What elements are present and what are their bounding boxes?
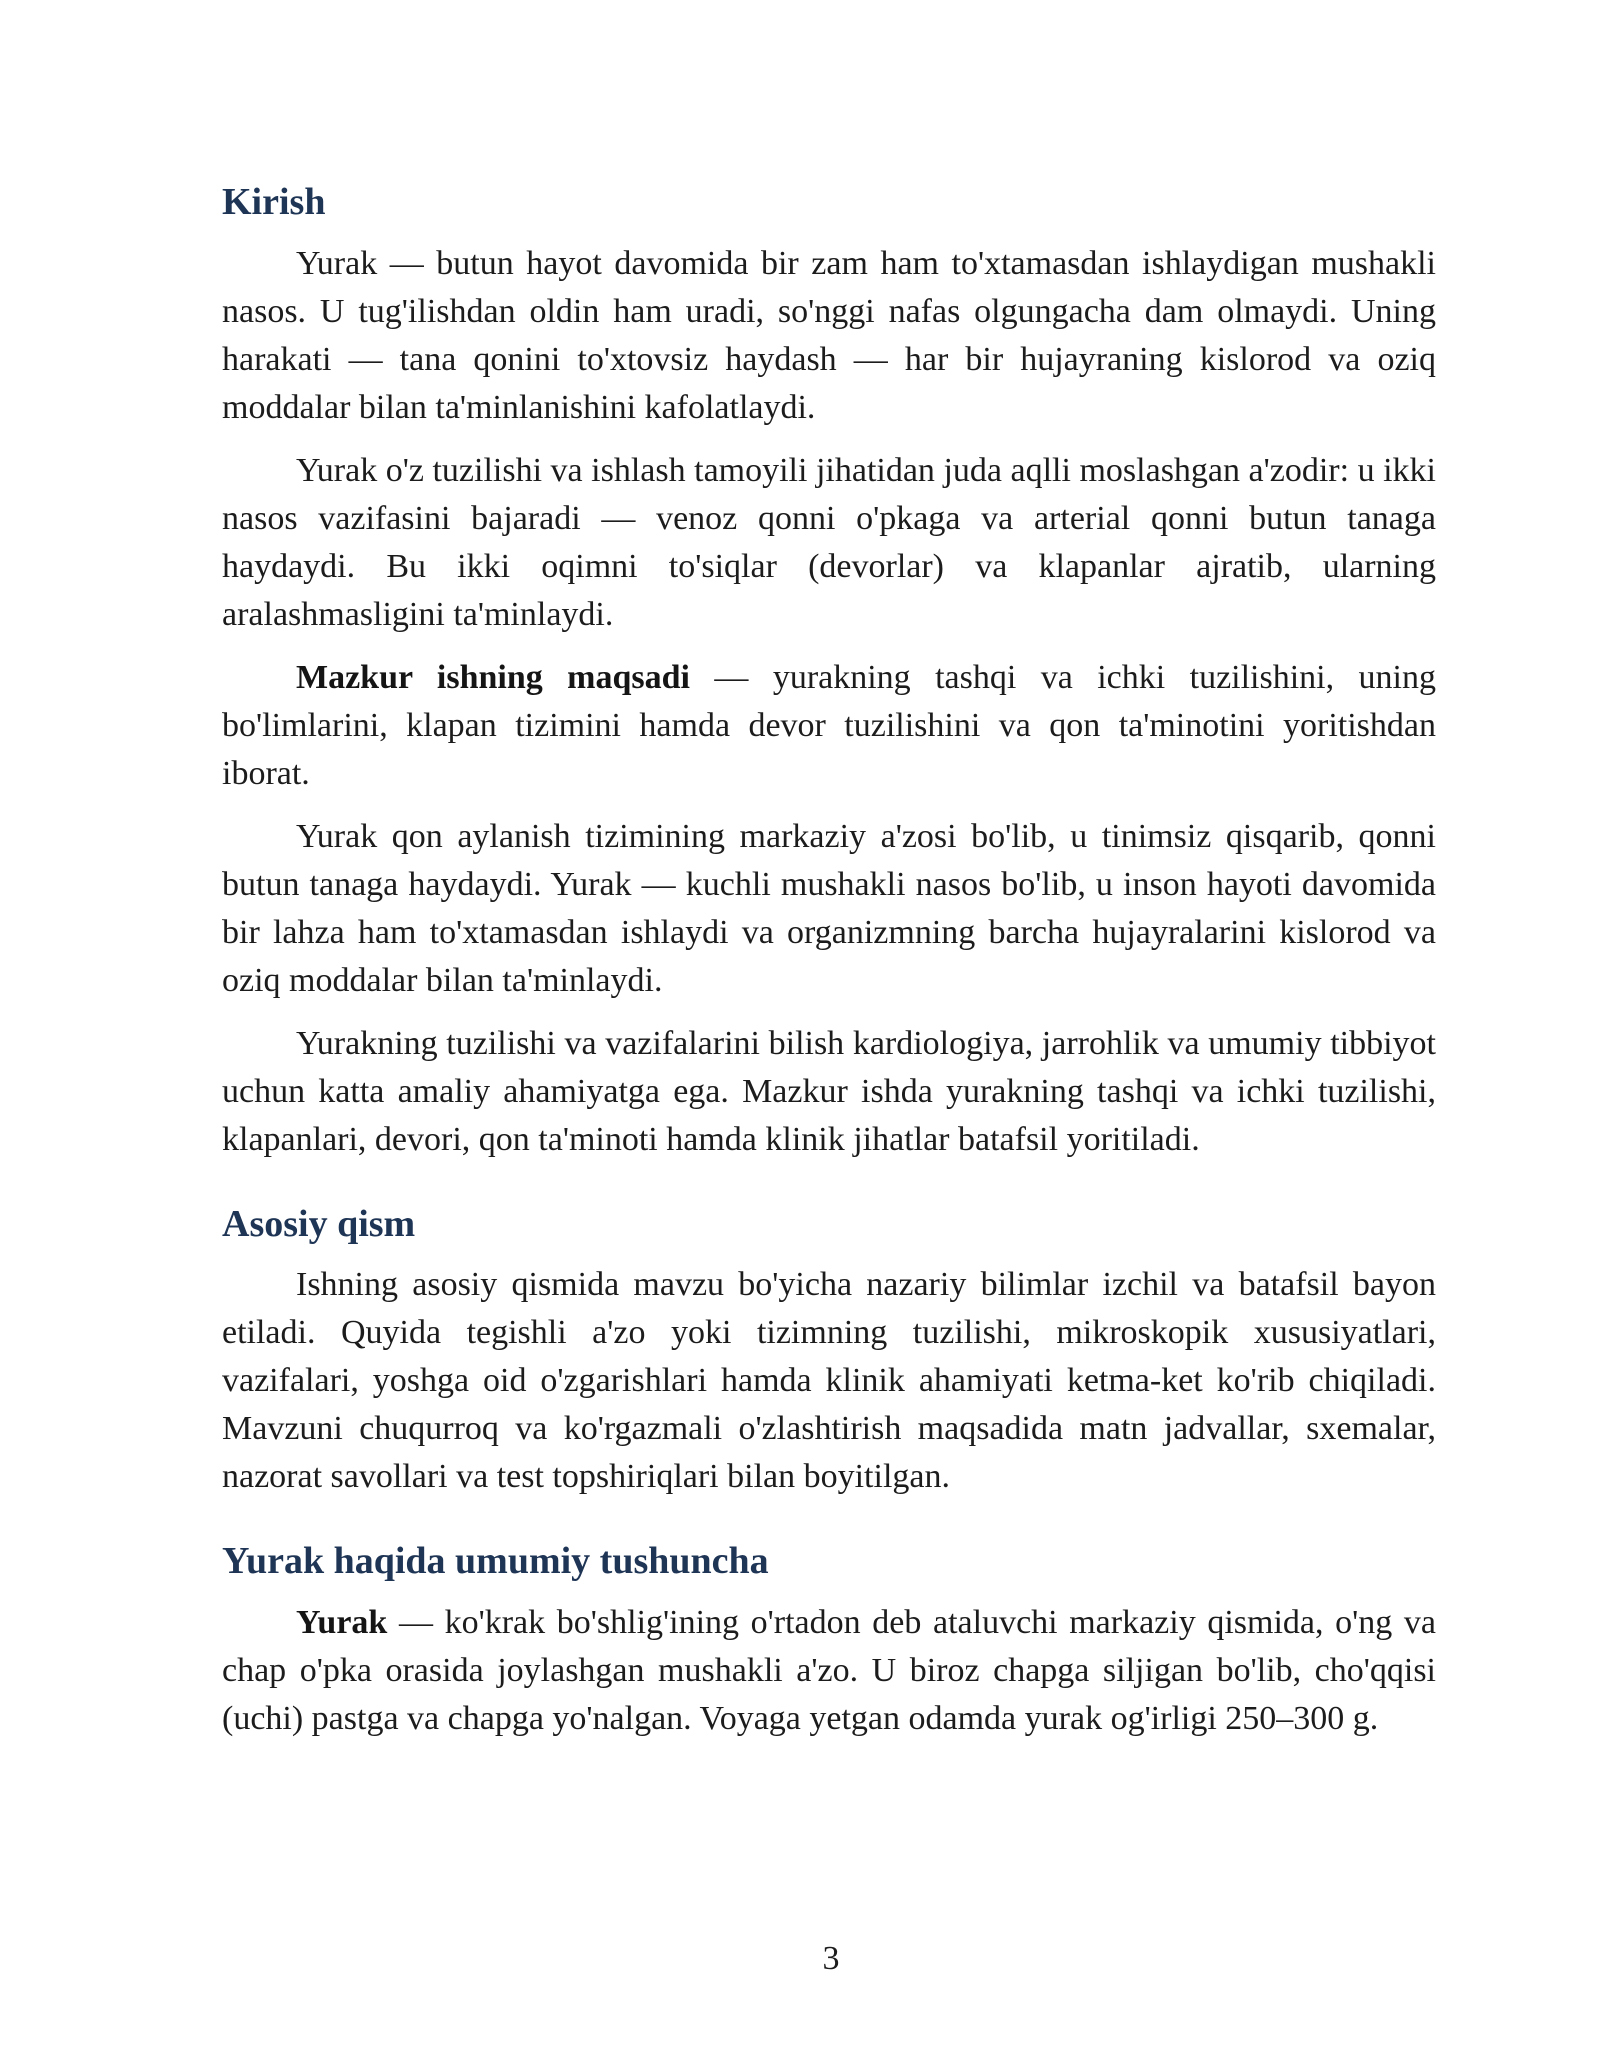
paragraph-text: — yurakning tashqi va ichki tuzilishini, uning bo'limlarini, klapan tizimini hamda devor tuzilishini va qon ta'minotini yoritishdan iborat. <box>222 658 1436 792</box>
paragraph-purpose <box>222 654 1436 798</box>
section-heading-asosiy-qism: Asosiy qism <box>222 1202 416 1245</box>
bold-lead: Yurak <box>296 1603 388 1641</box>
paragraph-definition <box>222 1599 1436 1743</box>
page-number: 3 <box>822 1940 840 1977</box>
section-heading-umumiy-tushuncha: Yurak haqida umumiy tushuncha <box>222 1540 769 1583</box>
paragraph: Yurak qon aylanish tizimining markaziy a'zosi bo'lib, u tinimsiz qisqarib, qonni butun tanaga haydaydi. Yurak — kuchli mushakli nasos bo'lib, u inson hayoti davomida bir lahza ham to'xtamasdan ishlaydi va organizmning barcha hujayralarini kislorod va oziq moddalar bilan ta'minlaydi. <box>222 817 1436 999</box>
section-heading-kirish: Kirish <box>222 181 326 223</box>
paragraph: Yurakning tuzilishi va vazifalarini bilish kardiologiya, jarrohlik va umumiy tibbiyot uchun katta amaliy ahamiyatga ega. Mazkur ishda yurakning tashqi va ichki tuzilishi, klapanlari, devori, qon ta'minoti hamda klinik jihatlar batafsil yoritiladi. <box>222 1024 1436 1158</box>
document-page <box>222 180 1436 1758</box>
paragraph: Yurak — butun hayot davomida bir zam ham to'xtamasdan ishlaydigan mushakli nasos. U tug'ilishdan oldin ham uradi, so'nggi nafas olgungacha dam olmaydi. Uning harakati — tana qonini to'xtovsiz haydash — har bir hujayraning kislorod va oziq moddalar bilan ta'minlanishini kafolatlaydi. <box>222 244 1436 426</box>
paragraph-text: — ko'krak bo'shlig'ining o'rtadon deb ataluvchi markaziy qismida, o'ng va chap o'pka orasida joylashgan mushakli a'zo. U biroz chapga siljigan bo'lib, cho'qqisi (uchi) pastga va chapga yo'nalgan. Voyaga yetgan odamda yurak og'irligi 250–300 g. <box>222 1603 1436 1737</box>
paragraph: Yurak o'z tuzilishi va ishlash tamoyili jihatidan juda aqlli moslashgan a'zodir: u ikki nasos vazifasini bajaradi — venoz qonni o'pkaga va arterial qonni butun tanaga haydaydi. Bu ikki oqimni to'siqlar (devorlar) va klapanlar ajratib, ularning aralashmasligini ta'minlaydi. <box>222 451 1436 633</box>
paragraph: Ishning asosiy qismida mavzu bo'yicha nazariy bilimlar izchil va batafsil bayon etiladi. Quyida tegishli a'zo yoki tizimning tuzilishi, mikroskopik xususiyatlari, vazifalari, yoshga oid o'zgarishlari hamda klinik ahamiyati ketma-ket ko'rib chiqiladi. Mavzuni chuqurroq va ko'rgazmali o'zlashtirish maqsadida matn jadvallar, sxemalar, nazorat savollari va test topshiriqlari bilan boyitilgan. <box>222 1266 1436 1496</box>
bold-lead: Mazkur ishning maqsadi <box>296 658 690 696</box>
